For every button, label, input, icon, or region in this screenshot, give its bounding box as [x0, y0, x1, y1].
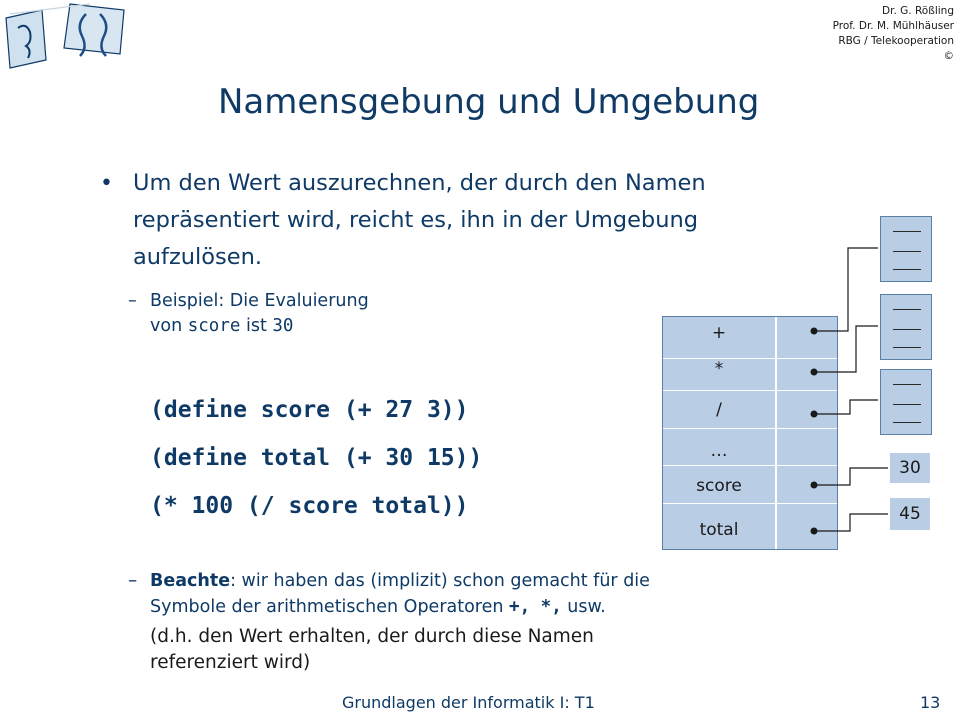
pointer-plus	[815, 248, 878, 331]
note-subbullet	[128, 568, 890, 676]
pointer-divide	[815, 400, 878, 414]
env-name-times: *	[714, 359, 724, 379]
code-line: (define score (+ 27 3))	[150, 397, 469, 423]
credit-line: RBG / Telekooperation	[838, 35, 954, 47]
credit-line: Dr. G. Rößling	[882, 5, 954, 17]
example-line1: Beispiel: Die Evaluierung	[150, 291, 369, 311]
pointer-times	[815, 326, 878, 372]
dash-marker: –	[128, 570, 138, 591]
env-name-divide: /	[716, 400, 722, 420]
code-line: (define total (+ 30 15))	[150, 445, 483, 471]
value-score-box: 30	[890, 453, 930, 483]
env-name-score: score	[696, 476, 742, 496]
note-ops: +, *,	[509, 597, 562, 617]
env-name-plus: +	[711, 323, 727, 343]
bullet-text: Um den Wert auszurechnen, der durch den Namen repräsentiert wird, reicht es, ihn in der Umgebung aufzulösen.	[133, 170, 706, 270]
value-total-box: 45	[890, 498, 930, 530]
note-line2-b: usw.	[561, 597, 606, 617]
credit-line: ©	[943, 50, 954, 62]
note-line2-a: Symbole der arithmetischen Operatoren	[150, 597, 510, 617]
dash-marker: –	[128, 291, 137, 311]
note-line3: (d.h. den Wert erhalten, der durch diese Namen	[150, 626, 594, 647]
bullet-dot: •	[100, 171, 113, 196]
note-line1	[150, 568, 890, 594]
note-rest: : wir haben das (implizit) schon gemacht für die	[230, 571, 650, 591]
note-bold: Beachte	[150, 571, 231, 591]
env-name-total: total	[699, 520, 739, 540]
code-line: (* 100 (/ score total))	[150, 493, 469, 519]
example-von: von	[150, 316, 188, 336]
example-ist: ist	[240, 316, 273, 336]
page-number: 13	[920, 693, 941, 712]
env-name-ellipsis: …	[710, 441, 728, 461]
example-symbol: score	[187, 316, 241, 336]
note-line2	[150, 594, 890, 620]
slide-title: Namensgebung und Umgebung	[218, 82, 760, 122]
credit-line: Prof. Dr. M. Mühlhäuser	[832, 20, 954, 32]
example-value: 30	[272, 316, 294, 336]
note-line4: referenziert wird)	[150, 652, 311, 673]
footer-course: Grundlagen der Informatik I: T1	[342, 693, 595, 712]
pointer-total	[815, 514, 888, 531]
pointer-score	[815, 468, 888, 485]
